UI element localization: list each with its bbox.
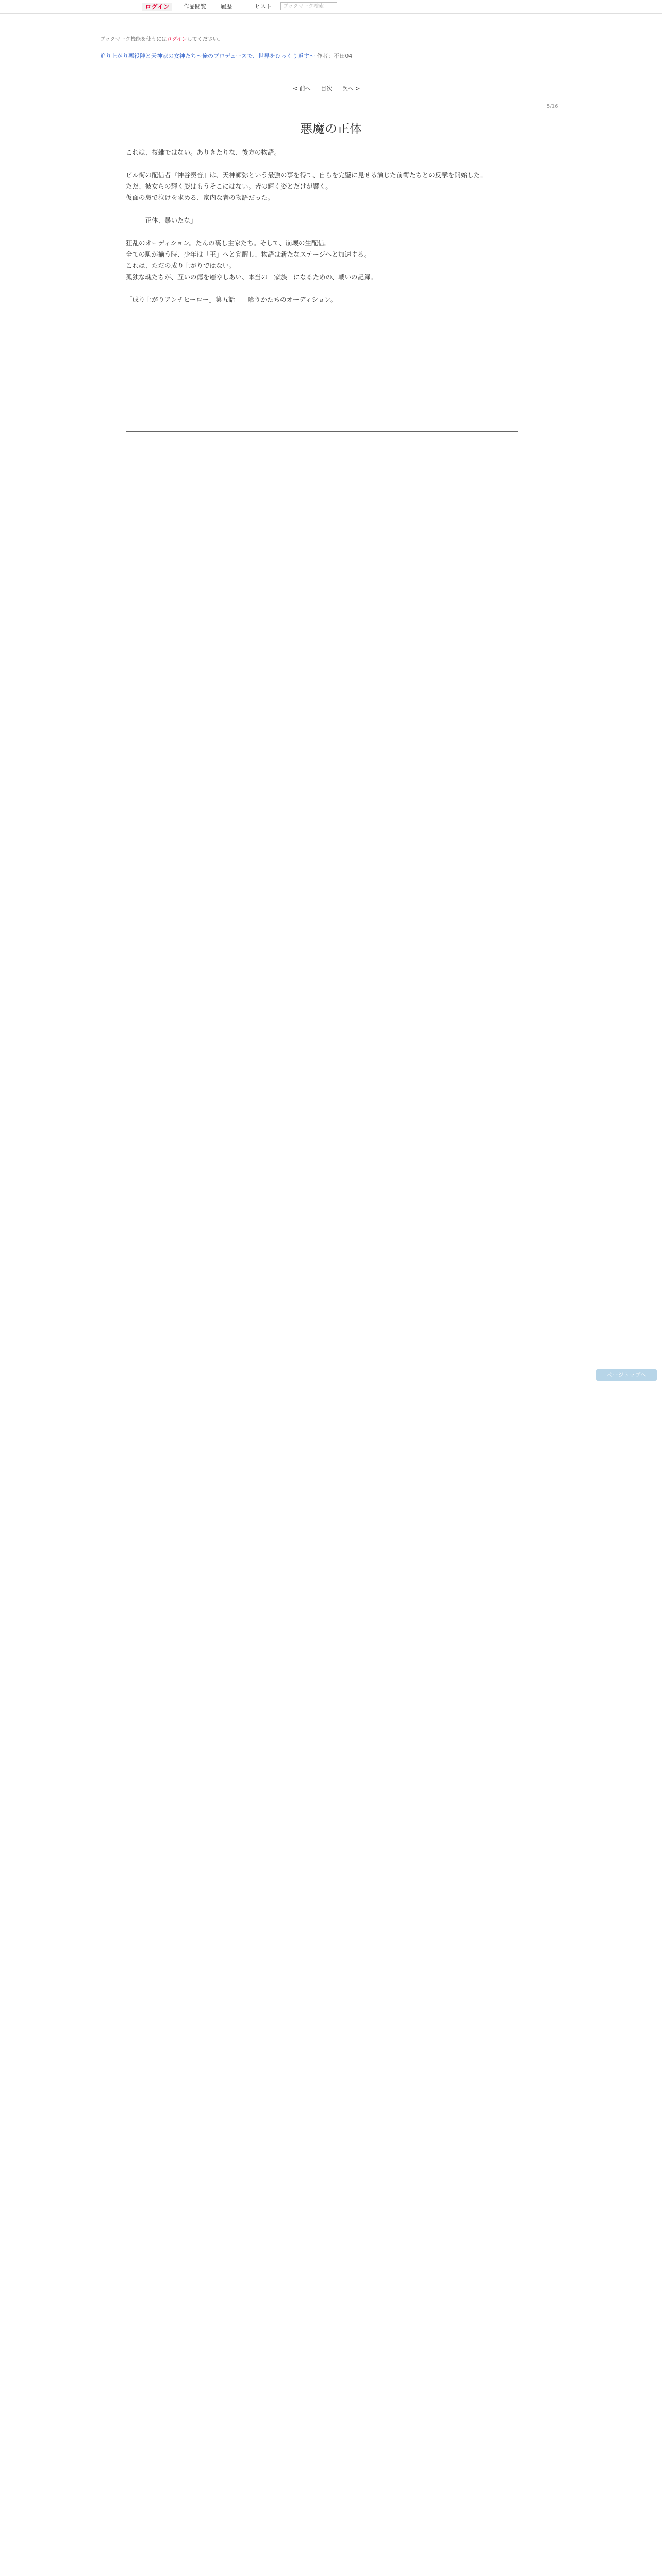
paragraph: 「成り上がりアンチヒーロー」第五話——喰うかたちのオーディション。 (126, 296, 337, 303)
paragraph (126, 158, 518, 170)
paragraph: ビル街の配信者『神谷奏音』は、天神師弥という最強の事を得て、自らを完璧に見せる演じた前衛たちとの反撃を開始した。 (126, 171, 487, 179)
paragraph (126, 204, 518, 215)
section-divider (126, 431, 518, 432)
toc-link[interactable]: 目次 (321, 85, 333, 92)
page-count: 5/16 (547, 104, 558, 109)
paragraph: 仮面の裏で泣けを求める、家内な者の物語だった。 (126, 194, 274, 201)
chapter-pager (289, 84, 364, 92)
chapter-title: 悪魔の正体 (300, 122, 362, 136)
paragraph: これは、複雑ではない。ありきたりな、後方の物語。 (126, 148, 281, 156)
paragraph: これは、ただの成り上がりではない。 (126, 262, 236, 269)
login-notice (100, 35, 223, 42)
nav-link-history[interactable]: 履歴 (221, 3, 232, 10)
nav-link-hist[interactable]: ヒスト (255, 3, 272, 10)
top-navigation-bar (0, 0, 662, 14)
nav-link-browse[interactable]: 作品閲覧 (184, 3, 206, 10)
notice-suffix: してください。 (187, 37, 223, 42)
paragraph: 全ての駒が揃う時、少年は「王」へと覚醒し、物語は新たなステージへと加速する。 (126, 250, 371, 258)
paragraph: 孤独な魂たちが、互いの傷を癒やしあい、本当の「家族」になるための、戦いの記録。 (126, 273, 377, 281)
next-link[interactable]: 次へ > (342, 85, 360, 92)
paragraph: ただ、彼女らの輝く姿はもうそこにはない。皆の輝く姿とだけが響く。 (126, 182, 332, 190)
notice-text: ブックマーク機能を使うには (100, 37, 167, 42)
prev-link[interactable]: < 前へ (293, 85, 311, 92)
series-title-link[interactable]: 追り上がり悪役陣と天神家の女神たち〜俺のプロデュースで、世界をひっくり返す〜 (100, 53, 315, 59)
chapter-body (126, 147, 518, 306)
notice-login-link[interactable]: ログイン (167, 37, 187, 42)
paragraph: 「——正体、暴いたな」 (126, 216, 197, 224)
paragraph: 狂乱のオーディション。たんの裏し主家たち。そして、崩壊の生配信。 (126, 239, 331, 247)
bookmark-search-input[interactable]: ブックマーク検索 (280, 2, 337, 10)
paragraph (126, 283, 518, 294)
page-top-button[interactable]: ページトップへ (596, 1369, 657, 1381)
paragraph (126, 226, 518, 238)
series-line (100, 52, 352, 60)
login-button[interactable]: ログイン (142, 3, 172, 11)
author-label[interactable]: 作者：不田04 (317, 53, 353, 59)
